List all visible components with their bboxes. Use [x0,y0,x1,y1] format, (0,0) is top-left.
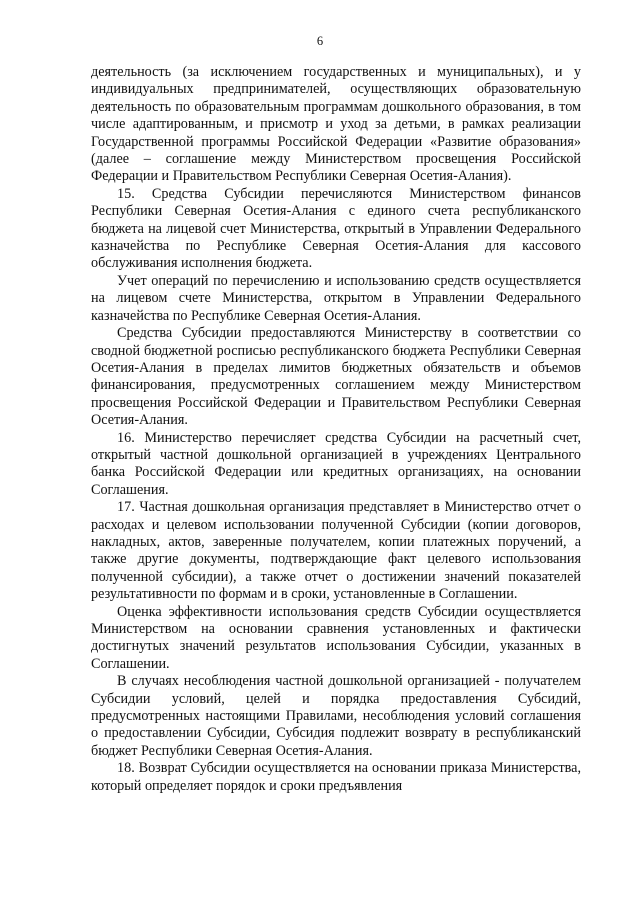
document-body [91,64,581,795]
paragraph-accounting: Учет операций по перечислению и использованию средств осуществляется на лицевом счете Министерства, открытом в Управлении Федерального казначейства по Республике Северная Осетия-Алания. [91,272,581,324]
paragraph-item-15: 15. Средства Субсидии перечисляются Министерством финансов Республики Северная Осетия-Алания с единого счета республиканского бюджета на лицевой счет Министерства, открытый в Управлении Федерального казначейства по Республике Северная Осетия-Алания для кассового обслуживания исполнения бюджета. [91,185,581,272]
paragraph-provision: Средства Субсидии предоставляются Министерству в соответствии со сводной бюджетной росписью республиканского бюджета Республики Северная Осетия-Алания в пределах лимитов бюджетных обязательств и объемов финансирования, предусмотренных соглашением между Министерством просвещения Российской Федерации и Правительством Республики Северная Осетия-Алания. [91,325,581,429]
paragraph-item-16: 16. Министерство перечисляет средства Субсидии на расчетный счет, открытый частной дошкольной организацией в учреждениях Центрального банка Российской Федерации или кредитных организациях, на основании Соглашения. [91,429,581,498]
page-number: 6 [316,34,324,48]
paragraph-evaluation: Оценка эффективности использования средств Субсидии осуществляется Министерством на основании сравнения установленных и фактически достигнутых значений результатов использования Субсидии, указанных в Соглашении. [91,603,581,672]
paragraph-noncompliance: В случаях несоблюдения частной дошкольной организацией - получателем Субсидии условий, целей и порядка предоставления Субсидий, предусмотренных настоящими Правилами, несоблюдения условий соглашения о предоставлении Субсидии, Субсидия подлежит возврату в республиканский бюджет Республики Северная Осетия-Алания. [91,673,581,759]
paragraph-item-18: 18. Возврат Субсидии осуществляется на основании приказа Министерства, который определяет порядок и сроки предъявления [91,760,581,794]
paragraph-item-17: 17. Частная дошкольная организация представляет в Министерство отчет о расходах и целевом использовании полученной Субсидии (копии договоров, накладных, актов, заверенные получателем, копии платежных поручений, а также другие документы, подтверждающие факт целевого использования полученной субсидии), а также отчет о достижении значений показателей результативности по формам и в сроки, установленные в Соглашении. [91,499,581,603]
paragraph-continuation: деятельность (за исключением государственных и муниципальных), и у индивидуальных предпринимателей, осуществляющих образовательную деятельность по образовательным программам дошкольного образования, в том числе адаптированным, и присмотр и уход за детьми, в рамках реализации Государственной программы Российской Федерации «Развитие образования» (далее – соглашение между Министерством просвещения Российской Федерации и Правительством Республики Северная Осетия-Алания). [91,64,581,185]
